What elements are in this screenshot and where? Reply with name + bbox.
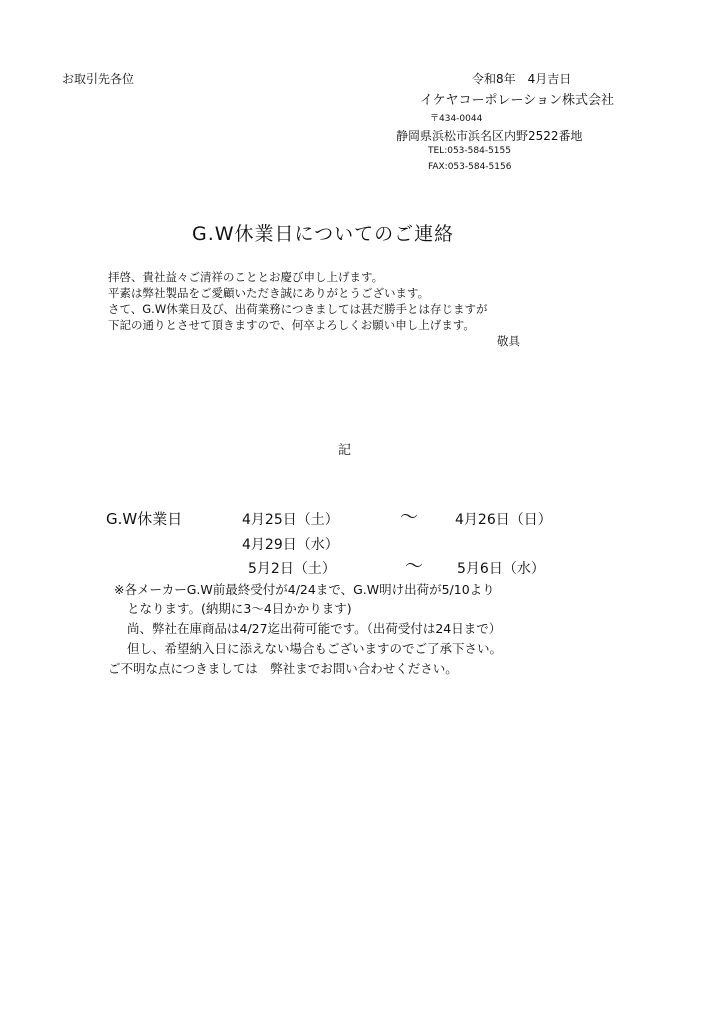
greeting-line: さて、G.W休業日及び、出荷業務につきましては甚だ勝手とは存じますが bbox=[108, 302, 488, 316]
schedule-label: G.W休業日 bbox=[106, 510, 183, 528]
greeting-line: 下記の通りとさせて頂きますので、何卒よろしくお願い申し上げます。 bbox=[108, 318, 475, 332]
greeting-line: 拝啓、貴社益々ご清祥のこととお慶び申し上げます。 bbox=[108, 270, 384, 284]
note-line: となります。(納期に3〜4日かかります) bbox=[127, 601, 352, 616]
note-line: ご不明な点につきましては 弊社までお問い合わせください。 bbox=[108, 661, 458, 676]
greeting-line: 平素は弊社製品をご愛顧いただき誠にありがとうございます。 bbox=[108, 286, 430, 300]
recipient-line: お取引先各位 bbox=[62, 72, 135, 86]
fax-number: FAX:053-584-5156 bbox=[428, 162, 512, 172]
schedule-row1-end: 4月26日（日） bbox=[455, 512, 552, 528]
ki-heading: 記 bbox=[338, 443, 352, 458]
schedule-row1-tilde: 〜 bbox=[400, 507, 418, 528]
closing-word: 敬具 bbox=[497, 334, 520, 348]
note-line: ※各メーカーG.W前最終受付が4/24まで、G.W明け出荷が5/10より bbox=[114, 582, 495, 597]
schedule-row1-start: 4月25日（土） bbox=[242, 512, 339, 528]
phone-number: TEL:053-584-5155 bbox=[428, 146, 511, 156]
company-address: 静岡県浜松市浜名区内野2522番地 bbox=[396, 129, 583, 143]
schedule-row3-end: 5月6日（水） bbox=[457, 561, 545, 577]
document-title: G.W休業日についてのご連絡 bbox=[192, 223, 455, 245]
schedule-row2: 4月29日（水） bbox=[242, 537, 339, 553]
schedule-row3-start: 5月2日（土） bbox=[248, 561, 336, 577]
note-line: 尚、弊社在庫商品は4/27迄出荷可能です。（出荷受付は24日まで） bbox=[127, 621, 502, 636]
schedule-row3-tilde: 〜 bbox=[405, 556, 423, 577]
postal-code: 〒434-0044 bbox=[430, 114, 483, 124]
note-line: 但し、希望納入日に添えない場合もございますのでご了承下さい。 bbox=[127, 641, 503, 656]
company-name: イケヤコーポレーション株式会社 bbox=[420, 93, 614, 108]
issue-date: 令和8年 4月吉日 bbox=[472, 72, 572, 86]
